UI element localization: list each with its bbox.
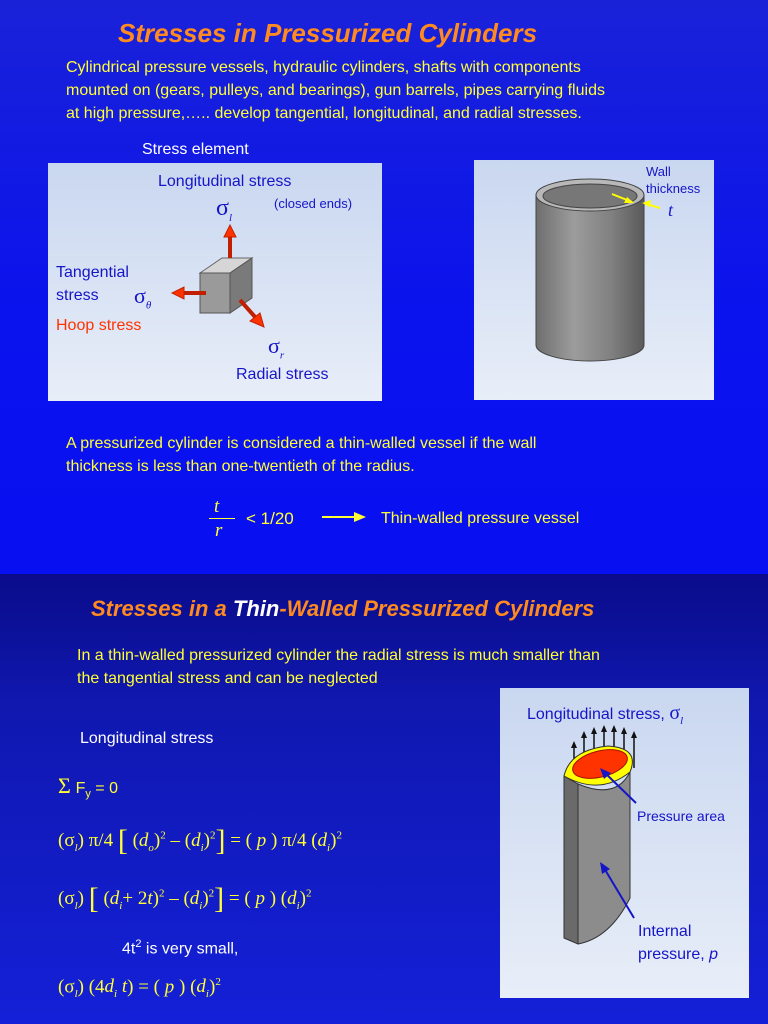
wall-thickness-label: Wall thickness — [646, 164, 701, 196]
simplified-equation: $(\sigma_l)$ ($4d_i$ t) = ( p ) $(d_i)^2$ — [58, 976, 221, 1001]
stress-element-caption: Stress element — [142, 141, 249, 158]
wall-inner-face — [564, 776, 578, 944]
stress-element-panel — [48, 163, 382, 401]
expanded-equation: $(\sigma_l)$ [ $(d_i+ 2t)^2 - (d_i)^2$] = ( p ) $(d_i)^2$ — [58, 882, 312, 915]
tangential-stress-label: Tangential stress — [56, 264, 129, 304]
cylinder-bore — [543, 184, 637, 208]
longitudinal-stress-panel-label: Longitudinal stress, $\sigma_l$ — [527, 702, 684, 727]
intro-line: mounted on (gears, pulleys, and bearings), gun barrels, pipes carrying fluids — [66, 82, 605, 99]
intro-line: the tangential stress and can be neglected — [77, 670, 378, 687]
fraction-denominator: r — [215, 520, 223, 541]
pressure-area-label: Pressure area — [637, 808, 725, 824]
thin-wall-result: Thin-walled pressure vessel — [381, 510, 580, 527]
intro-line: Cylindrical pressure vessels, hydraulic cylinders, shafts with components — [66, 59, 581, 76]
force-balance-equation: $(\sigma_l)$ π/4 [ $(d_o)^2 - (d_i)^2$] = ( p ) π/4 $(d_i)^2$ — [58, 824, 342, 857]
slide-2 — [0, 574, 768, 1024]
equilibrium-equation: Σ $F_y = 0$ — [58, 773, 118, 801]
sigma-l-symbol: $\sigma_l$ — [216, 195, 232, 224]
slide-2-intro — [77, 644, 600, 690]
slide-2-title: Stresses in a Thin-Walled Pressurized Cylinders — [91, 596, 595, 621]
criterion-line: thickness is less than one-twentieth of the radius. — [66, 458, 415, 475]
intro-line: at high pressure,….. develop tangential, longitudinal, and radial stresses. — [66, 105, 582, 122]
radial-stress-label: Radial stress — [236, 366, 329, 383]
cylinder-body — [536, 195, 644, 361]
cylinder-panel — [474, 160, 714, 400]
inequality: < 1/20 — [246, 509, 294, 528]
longitudinal-stress-heading: Longitudinal stress — [80, 730, 214, 747]
fraction-numerator: t — [214, 496, 220, 517]
t-label: t — [668, 200, 674, 220]
cutaway-panel — [500, 688, 749, 998]
internal-pressure-label: Internal pressure, p — [638, 923, 719, 963]
thin-wall-criterion — [66, 432, 536, 478]
slide-1-title: Stresses in Pressurized Cylinders — [118, 18, 538, 48]
small-term-note: $4t^2$ is very small, — [122, 938, 239, 958]
longitudinal-stress-label: Longitudinal stress — [158, 173, 292, 190]
closed-ends-note: (closed ends) — [274, 196, 353, 211]
implies-arrow — [320, 510, 370, 524]
sigma-r-symbol: $\sigma_r$ — [268, 333, 285, 362]
radial-arrow — [240, 300, 256, 318]
hoop-stress-label: Hoop stress — [56, 317, 142, 334]
fraction-bar — [209, 518, 235, 519]
criterion-line: A pressurized cylinder is considered a thin-walled vessel if the wall — [66, 435, 537, 452]
wall-outer-face — [578, 772, 630, 944]
intro-paragraph — [66, 56, 605, 125]
sigma-theta-symbol: $\sigma_\theta$ — [134, 283, 152, 312]
intro-line: In a thin-walled pressurized cylinder the radial stress is much smaller than — [77, 647, 600, 664]
